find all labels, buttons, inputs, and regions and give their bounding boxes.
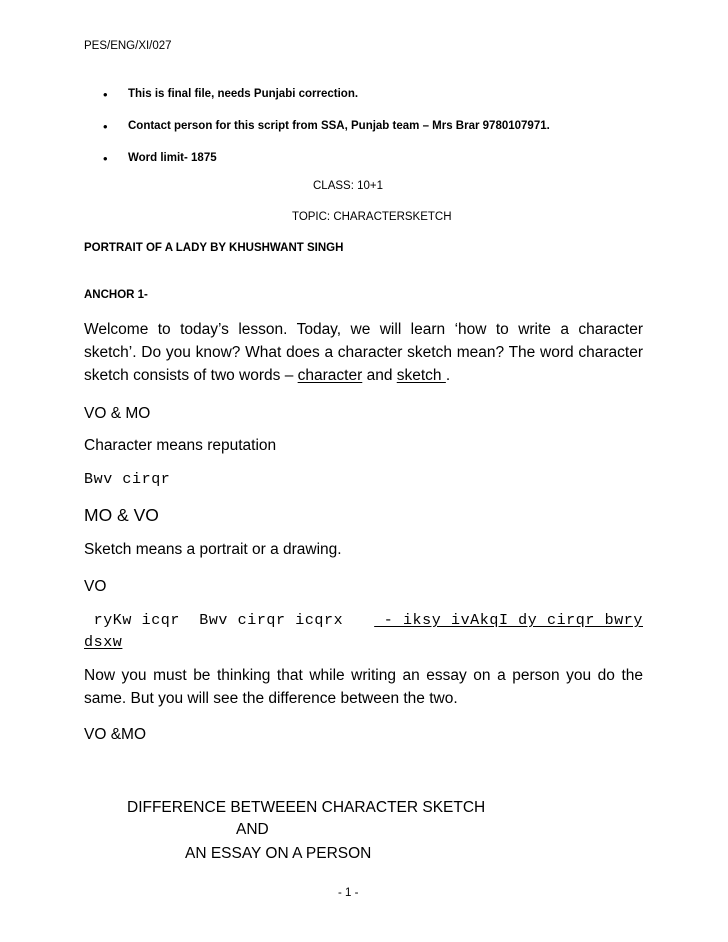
punjabi-text: Bwv cirqr (84, 471, 171, 488)
bullet-icon: • (103, 87, 108, 102)
underlined-word-character: character (297, 367, 363, 384)
paragraph-line: same. But you will see the difference between the two. (84, 690, 458, 707)
note-item: This is final file, needs Punjabi correction. (128, 88, 359, 100)
heading-line: DIFFERENCE BETWEEEN CHARACTER SKETCH (127, 799, 486, 816)
heading-line: AND (236, 821, 269, 838)
heading-line: AN ESSAY ON A PERSON (185, 845, 372, 862)
punjabi-line: ryKw icqr Bwv cirqr icqrx - iksy ivAkqI dy cirqr bwry (84, 612, 643, 629)
paragraph-line: Welcome to today’s lesson. Today, we will learn ‘how to write a character (84, 321, 643, 338)
note-item: Word limit- 1875 (128, 152, 217, 164)
paragraph-line: sketch consists of two words – character and sketch . (84, 367, 451, 384)
vo-label: VO (84, 578, 107, 595)
character-meaning: Character means reputation (84, 437, 277, 454)
page-number: - 1 - (338, 887, 359, 899)
document-title: PORTRAIT OF A LADY BY KHUSHWANT SINGH (84, 242, 344, 254)
punjabi-line: dsxw (84, 634, 123, 651)
bullet-icon: • (103, 151, 108, 166)
vo-mo-label: VO &MO (84, 726, 147, 743)
class-line: CLASS: 10+1 (313, 180, 384, 192)
anchor-label: ANCHOR 1- (84, 289, 148, 301)
note-item: Contact person for this script from SSA, Punjab team – Mrs Brar 9780107971. (128, 120, 550, 132)
underlined-word-sketch: sketch (396, 367, 446, 384)
sketch-meaning: Sketch means a portrait or a drawing. (84, 541, 342, 558)
paragraph-line: sketch’. Do you know? What does a character sketch mean? The word character (84, 344, 643, 361)
doc-code: PES/ENG/XI/027 (84, 40, 172, 52)
vo-mo-label: VO & MO (84, 405, 151, 422)
mo-vo-label: MO & VO (84, 505, 159, 525)
bullet-icon: • (103, 119, 108, 134)
paragraph-line: Now you must be thinking that while writing an essay on a person you do the (84, 667, 643, 684)
topic-line: TOPIC: CHARACTERSKETCH (292, 211, 452, 223)
